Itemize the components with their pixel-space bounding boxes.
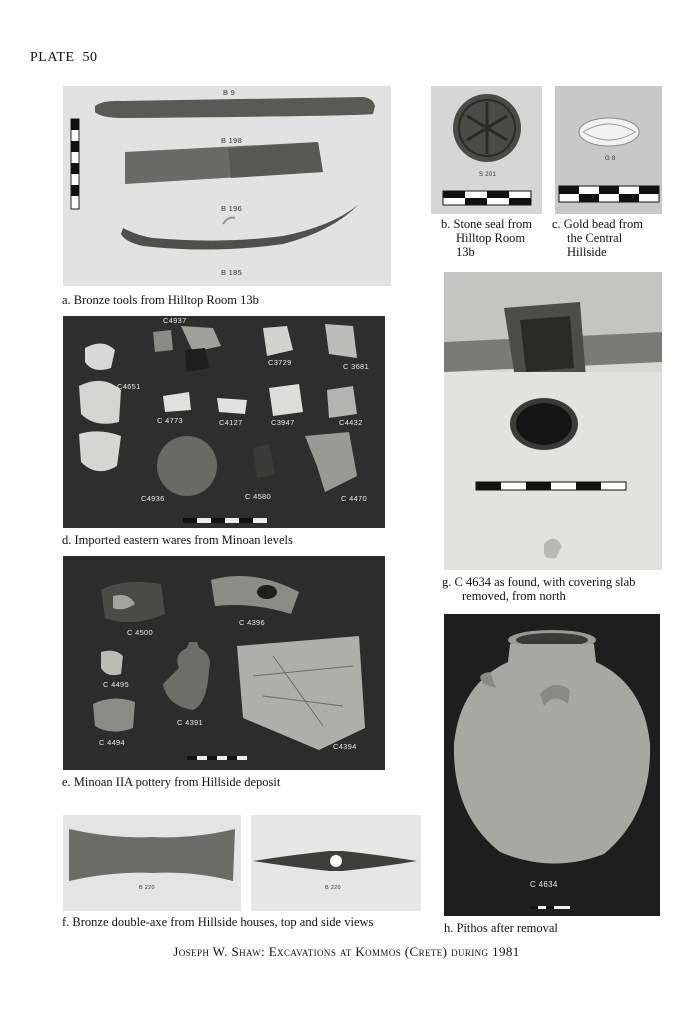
- photo-f-axe-top: [63, 815, 241, 911]
- label-c4127: C4127: [219, 418, 243, 427]
- caption-f: f. Bronze double-axe from Hillside houses, top and side views: [62, 915, 374, 929]
- double-axe-side-image: [251, 815, 421, 911]
- plate-number-value: 50: [82, 50, 98, 65]
- label-c4937: C4937: [163, 316, 187, 325]
- pithos-image: [444, 614, 660, 916]
- label-c4432: C4432: [339, 418, 363, 427]
- caption-h: h. Pithos after removal: [444, 921, 558, 935]
- photo-d-imported-wares: [63, 316, 385, 528]
- label-c4500: C 4500: [127, 628, 153, 637]
- label-c3729: C3729: [268, 358, 292, 367]
- label-g8: G 8: [605, 156, 616, 162]
- label-s201: S 201: [479, 172, 497, 178]
- caption-a: a. Bronze tools from Hilltop Room 13b: [62, 293, 259, 307]
- label-c4494: C 4494: [99, 738, 125, 747]
- plate-footer: Joseph W. Shaw: Excavations at Kommos (Crete) during 1981: [173, 944, 520, 959]
- label-b198: B 198: [221, 136, 243, 145]
- caption-g-line-2: removed, from north: [462, 589, 566, 603]
- label-c3947: C3947: [271, 418, 295, 427]
- caption-b-line-2: Hilltop Room: [456, 231, 526, 245]
- caption-g-line-1: g. C 4634 as found, with covering slab: [442, 575, 636, 589]
- label-b220-side: B 220: [325, 885, 341, 891]
- footer-title: Excavations at Kommos (Crete) during 1981: [268, 944, 520, 959]
- bronze-tools-image: [63, 86, 391, 286]
- label-b196: B 196: [221, 204, 243, 213]
- caption-c: [552, 217, 643, 259]
- caption-c-line-3: Hillside: [567, 245, 607, 259]
- stone-seal-image: [431, 86, 542, 214]
- caption-b: [441, 217, 532, 259]
- label-c4396: C 4396: [239, 618, 265, 627]
- label-c4470: C 4470: [341, 494, 367, 503]
- photo-a-bronze-tools: [63, 86, 391, 286]
- plate-label: PLATE: [30, 50, 75, 65]
- label-c4391: C 4391: [177, 718, 203, 727]
- label-c4651: C4651: [117, 382, 141, 391]
- photo-c-gold-bead: [555, 86, 662, 214]
- caption-d: d. Imported eastern wares from Minoan levels: [62, 533, 293, 547]
- photo-e-minoan-pottery: [63, 556, 385, 770]
- label-c3681: C 3681: [343, 362, 369, 371]
- caption-b-line-3: 13b: [456, 245, 475, 259]
- caption-g: [442, 575, 635, 603]
- label-c4580: C 4580: [245, 492, 271, 501]
- label-c4936: C4936: [141, 494, 165, 503]
- label-c4495: C 4495: [103, 680, 129, 689]
- plate-number: [30, 50, 98, 66]
- footer-author: Joseph W. Shaw: [173, 944, 262, 959]
- caption-b-line-1: b. Stone seal from: [441, 217, 532, 231]
- label-b185: B 185: [221, 268, 243, 277]
- double-axe-top-image: [63, 815, 241, 911]
- gold-bead-image: [555, 86, 662, 214]
- pithos-found-image: [444, 272, 662, 570]
- label-b9: B 9: [223, 88, 236, 97]
- caption-c-line-1: c. Gold bead from: [552, 217, 643, 231]
- label-c4773: C 4773: [157, 416, 183, 425]
- photo-f-axe-side: [251, 815, 421, 911]
- photo-h-pithos: [444, 614, 660, 916]
- label-b220-top: B 220: [139, 885, 155, 891]
- photo-b-stone-seal: [431, 86, 542, 214]
- caption-e: e. Minoan IIA pottery from Hillside deposit: [62, 775, 281, 789]
- caption-c-line-2: the Central: [567, 231, 623, 245]
- label-c4394: C4394: [333, 742, 357, 751]
- label-c4634: C 4634: [530, 880, 558, 889]
- photo-g-pithos-found: [444, 272, 662, 570]
